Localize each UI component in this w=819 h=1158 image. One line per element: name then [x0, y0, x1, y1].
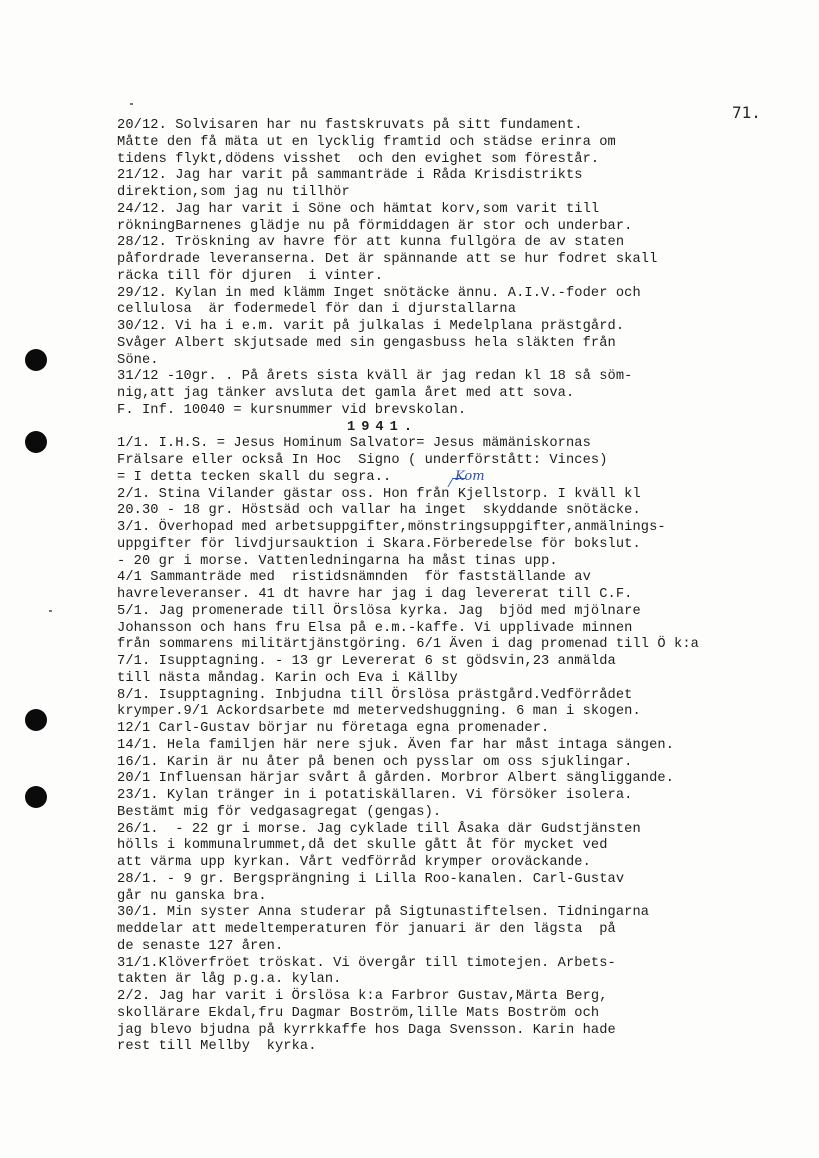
- text-line: 4/1 Sammanträde med ristidsnämnden för fastställande av: [117, 570, 591, 586]
- text-line: F. Inf. 10040 = kursnummer vid brevskolan.: [117, 402, 467, 418]
- text-line: 14/1. Hela familjen här nere sjuk. Även far har måst intaga sängen.: [117, 737, 675, 753]
- text-line: Johansson och hans fru Elsa på e.m.-kaffe. Vi upplivade minnen: [117, 620, 633, 636]
- text-line: 8/1. Isupptagning. Inbjudna till Örslösa prästgård.Vedförrådet: [117, 687, 633, 703]
- text-line: från sommarens militärtjänstgöring. 6/1 Även i dag promenad till Ö k:a: [117, 637, 699, 653]
- text-line: 5/1. Jag promenerade till Örslösa kyrka. Jag bjöd med mjölnare: [117, 603, 641, 619]
- text-line: hölls i kommunalrummet,då det skulle gått åt för mycket ved: [117, 838, 608, 854]
- text-line: 23/1. Kylan tränger in i potatiskällaren. Vi försöker isolera.: [117, 788, 633, 803]
- text-line: 29/12. Kylan in med klämm Inget snötäcke ännu. A.I.V.-foder och: [117, 285, 641, 301]
- text-line: 28/12. Tröskning av havre för att kunna fullgöra de av staten: [117, 235, 625, 251]
- punch-hole: [25, 709, 47, 731]
- text-line: 20/1 Influensan härjar svårt å gården. Morbror Albert sängliggande.: [117, 771, 675, 787]
- text-line: de senaste 127 åren.: [117, 938, 284, 954]
- text-line: krymper.9/1 Ackordsarbete md metervedshuggning. 6 man i skogen.: [117, 704, 641, 720]
- punch-hole: [25, 431, 47, 453]
- text-line: cellulosa är fodermedel för dan i djurstallarna: [117, 302, 517, 318]
- text-line: 20/12. Solvisaren har nu fastskruvats på sitt fundament.: [117, 118, 583, 133]
- punch-hole: [25, 786, 47, 808]
- text-line: 16/1. Karin är nu åter på benen och pysslar om oss sjuklingar.: [117, 754, 633, 770]
- text-line: 26/1. - 22 gr i morse. Jag cyklade till Åsaka där Gudstjänsten: [117, 821, 641, 837]
- text-line: till nästa måndag. Karin och Eva i Källby: [117, 670, 458, 686]
- text-line: skollärare Ekdal,fru Dagmar Boström,lille Mats Boström och: [117, 1005, 600, 1021]
- text-line: 1/1. I.H.S. = Jesus Hominum Salvator= Jesus mämäniskornas: [117, 436, 591, 452]
- text-line: - 20 gr i morse. Vattenledningarna ha måst tinas upp.: [117, 553, 558, 569]
- text-line: 21/12. Jag har varit på sammanträde i Råda Krisdistrikts: [117, 168, 583, 184]
- handwritten-correction: Kom: [455, 469, 485, 484]
- text-line: 30/12. Vi ha i e.m. varit på julkalas i Medelplana prästgård.: [117, 319, 625, 334]
- text-line: Svåger Albert skjutsade med sin gengasbuss hela släkten från: [117, 335, 616, 351]
- text-line: nig,att jag tänker avsluta det gamla året med att sova.: [117, 386, 575, 401]
- text-line: uppgifter för livdjursauktion i Skara.Förberedelse för bokslut.: [117, 536, 641, 552]
- text-line: 2/2. Jag har varit i Örslösa k:a Farbror Gustav,Märta Berg,: [117, 989, 608, 1004]
- diary-text: [117, 118, 807, 1056]
- text-line: 12/1 Carl-Gustav börjar nu företaga egna promenader.: [117, 721, 550, 736]
- ink-speck: [49, 610, 52, 612]
- text-line: rökningBarnenes glädje nu på förmiddagen är stor och underbar.: [117, 218, 633, 234]
- text-line: meddelar att medeltemperaturen för januari är den lägsta på: [117, 922, 616, 937]
- text-line: Söne.: [117, 352, 159, 368]
- text-line: takten är låg p.g.a. kylan.: [117, 972, 342, 988]
- text-line: 24/12. Jag har varit i Söne och hämtat korv,som varit till: [117, 201, 600, 217]
- text-line: påfordrade leveranserna. Det är spännande att se hur fodret skall: [117, 252, 658, 267]
- text-line: räcka till för djuren i vinter.: [117, 268, 384, 284]
- text-line: Måtte den få mäta ut en lycklig framtid och städse erinra om: [117, 134, 616, 150]
- text-line: 3/1. Överhopad med arbetsuppgifter,mönstringsuppgifter,anmälnings-: [117, 520, 666, 535]
- text-line: att värma upp kyrkan. Vårt vedförråd krymper oroväckande.: [117, 855, 591, 870]
- text-line: 31/12 -10gr. . På årets sista kväll är jag redan kl 18 så söm-: [117, 369, 633, 385]
- text-line: 30/1. Min syster Anna studerar på Sigtunastiftelsen. Tidningarna: [117, 905, 650, 921]
- text-line: havreleveranser. 41 dt havre har jag i dag levererat till C.F.: [117, 587, 633, 602]
- punch-hole: [25, 349, 47, 371]
- text-line: jag blevo bjudna på kyrrkkaffe hos Daga Svensson. Karin hade: [117, 1022, 616, 1038]
- text-line: rest till Mellby kyrka.: [117, 1039, 317, 1055]
- text-line: Frälsare eller också In Hoc Signo ( underförstått: Vinces): [117, 453, 608, 468]
- text-line: 31/1.Klöverfröet tröskat. Vi övergår till timotejen. Arbets-: [117, 955, 616, 971]
- ink-speck: [130, 103, 133, 105]
- page-number: 71.: [732, 103, 761, 122]
- text-line: 2/1. Stina Vilander gästar oss. Hon från Kjellstorp. I kväll kl: [117, 486, 641, 502]
- text-line: = I detta tecken skall du segra..: [117, 469, 392, 485]
- text-line: Bestämt mig för vedgasagregat (gengas).: [117, 804, 442, 820]
- text-line: 7/1. Isupptagning. - 13 gr Levererat 6 st gödsvin,23 anmälda: [117, 654, 616, 669]
- text-line: går nu ganska bra.: [117, 888, 267, 904]
- text-line: tidens flykt,dödens visshet och den evighet som förestår.: [117, 151, 600, 167]
- text-line: 20.30 - 18 gr. Höstsäd och vallar ha inget skyddande snötäcke.: [117, 503, 641, 519]
- year-heading: 1941.: [347, 419, 419, 435]
- text-line: direktion,som jag nu tillhör: [117, 185, 350, 200]
- text-line: 28/1. - 9 gr. Bergsprängning i Lilla Roo-kanalen. Carl-Gustav: [117, 871, 625, 887]
